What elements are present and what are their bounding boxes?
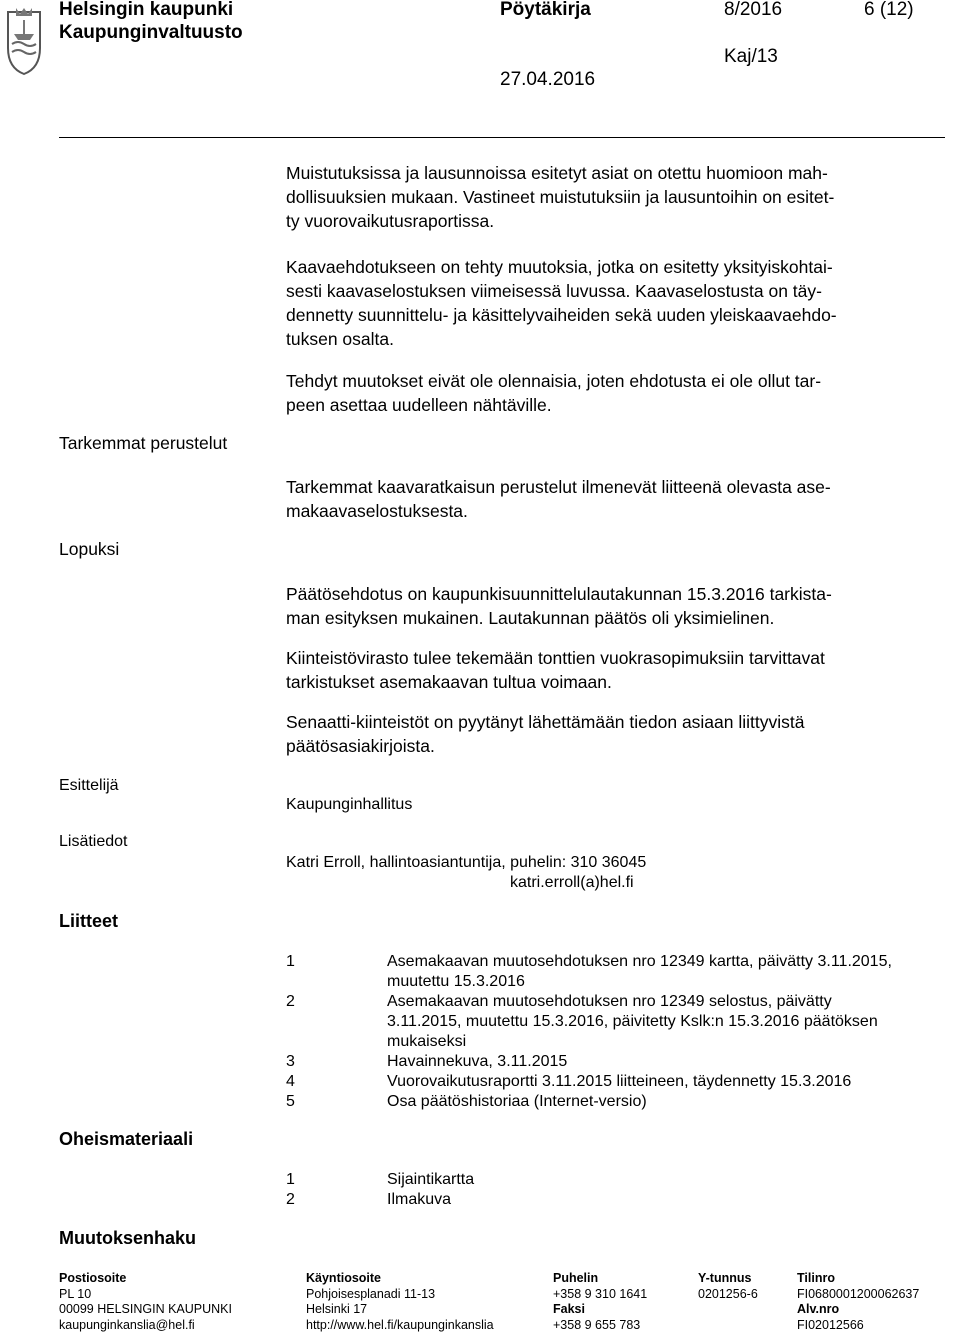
paragraph-muutokset: Kaavaehdotukseen on tehty muutoksia, jotka on esitetty yksityiskohtai- sesti kaavaselostuksen viimeisessä luvussa. Kaavaselostusta on täy- dennetty suunnittelu- ja käsittelyvaiheiden sekä uuden yleiskaavaehdo- tuksen osalta. [286,257,837,349]
footer-postiosoite: Postiosoite PL 10 00099 HELSINGIN KAUPUNKI kaupunginkanslia@hel.fi [59,1271,232,1332]
oheismateriaali-list [286,1170,474,1210]
header-divider [59,137,945,138]
header-body: Kaupunginvaltuusto [59,22,243,43]
list-item: 1 Sijaintikartta [286,1171,475,1188]
paragraph-kiinteistovirasto: Kiinteistövirasto tulee tekemään tonttien vuokrasopimuksiin tarvittavat tarkistukset asemakaavan tultua voimaan. [286,648,825,692]
city-crest-logo [4,6,44,76]
liitteet-list [286,952,892,1112]
header-date: 27.04.2016 [500,69,596,90]
lisatiedot-email: katri.erroll(a)hel.fi [510,874,634,891]
side-label-lopuksi: Lopuksi [59,539,120,559]
side-label-lisatiedot: Lisätiedot [59,833,128,850]
header-number: 8/2016 [724,0,783,20]
esittelija-value: Kaupunginhallitus [286,796,413,813]
paragraph-perustelut: Tarkemmat kaavaratkaisun perustelut ilmenevät liitteenä olevasta ase- makaavaselostuksesta. [286,477,831,521]
lisatiedot-contact: Katri Erroll, hallintoasiantuntija, puhelin: 310 36045 [286,854,647,871]
side-label-muutoksenhaku: Muutoksenhaku [59,1228,197,1248]
list-item: 1 Asemakaavan muutosehdotuksen nro 12349 kartta, päivätty 3.11.2015, muutettu 15.3.2016 [286,953,892,990]
list-item: 2 Asemakaavan muutosehdotuksen nro 12349 selostus, päivätty 3.11.2015, muutettu 15.3.2016, päivitetty Kslk:n 15.3.2016 päätöksen mukaiseksi [286,993,878,1050]
side-label-perustelut: Tarkemmat perustelut [59,433,228,453]
paragraph-paatosehdotus: Päätösehdotus on kaupunkisuunnittelulautakunnan 15.3.2016 tarkista- man esityksen mukainen. Lautakunnan päätös oli yksimielinen. [286,584,832,628]
list-item: 3 Havainnekuva, 3.11.2015 [286,1053,568,1070]
paragraph-nahtaville: Tehdyt muutokset eivät ole olennaisia, joten ehdotusta ei ole ollut tar- peen asettaa uudelleen nähtäville. [286,371,822,415]
header-doc-type: Pöytäkirja [500,0,591,20]
side-label-esittelija: Esittelijä [59,777,119,794]
list-item: 4 Vuorovaikutusraportti 3.11.2015 liitteineen, täydennetty 15.3.2016 [286,1073,852,1090]
side-label-liitteet: Liitteet [59,911,119,931]
paragraph-senaatti: Senaatti-kiinteistöt on pyytänyt lähettämään tiedon asiaan liittyvistä päätösasiakirjoista. [286,712,805,756]
footer-tilinro: Tilinro FI0680001200062637 Alv.nro FI02012566 [797,1271,920,1332]
header-org: Helsingin kaupunki [59,0,234,20]
header-page: 6 (12) [864,0,914,20]
footer-puhelin: Puhelin +358 9 310 1641 Faksi +358 9 655 783 [553,1271,648,1332]
side-label-oheismateriaali: Oheismateriaali [59,1129,194,1149]
list-item: 5 Osa päätöshistoriaa (Internet-versio) [286,1093,647,1110]
header-case: Kaj/13 [724,46,778,67]
list-item: 2 Ilmakuva [286,1191,452,1208]
paragraph-vastineet: Muistutuksissa ja lausunnoissa esitetyt asiat on otettu huomioon mah- dollisuuksien mukaan. Vastineet muistutuksiin ja lausuntoihin on esitet- ty vuorovaikutusraportissa. [286,163,835,231]
footer-kayntiosoite: Käyntiosoite Pohjoisesplanadi 11-13 Helsinki 17 http://www.hel.fi/kaupunginkanslia [306,1271,494,1332]
footer-ytunnus: Y-tunnus 0201256-6 [698,1271,758,1301]
